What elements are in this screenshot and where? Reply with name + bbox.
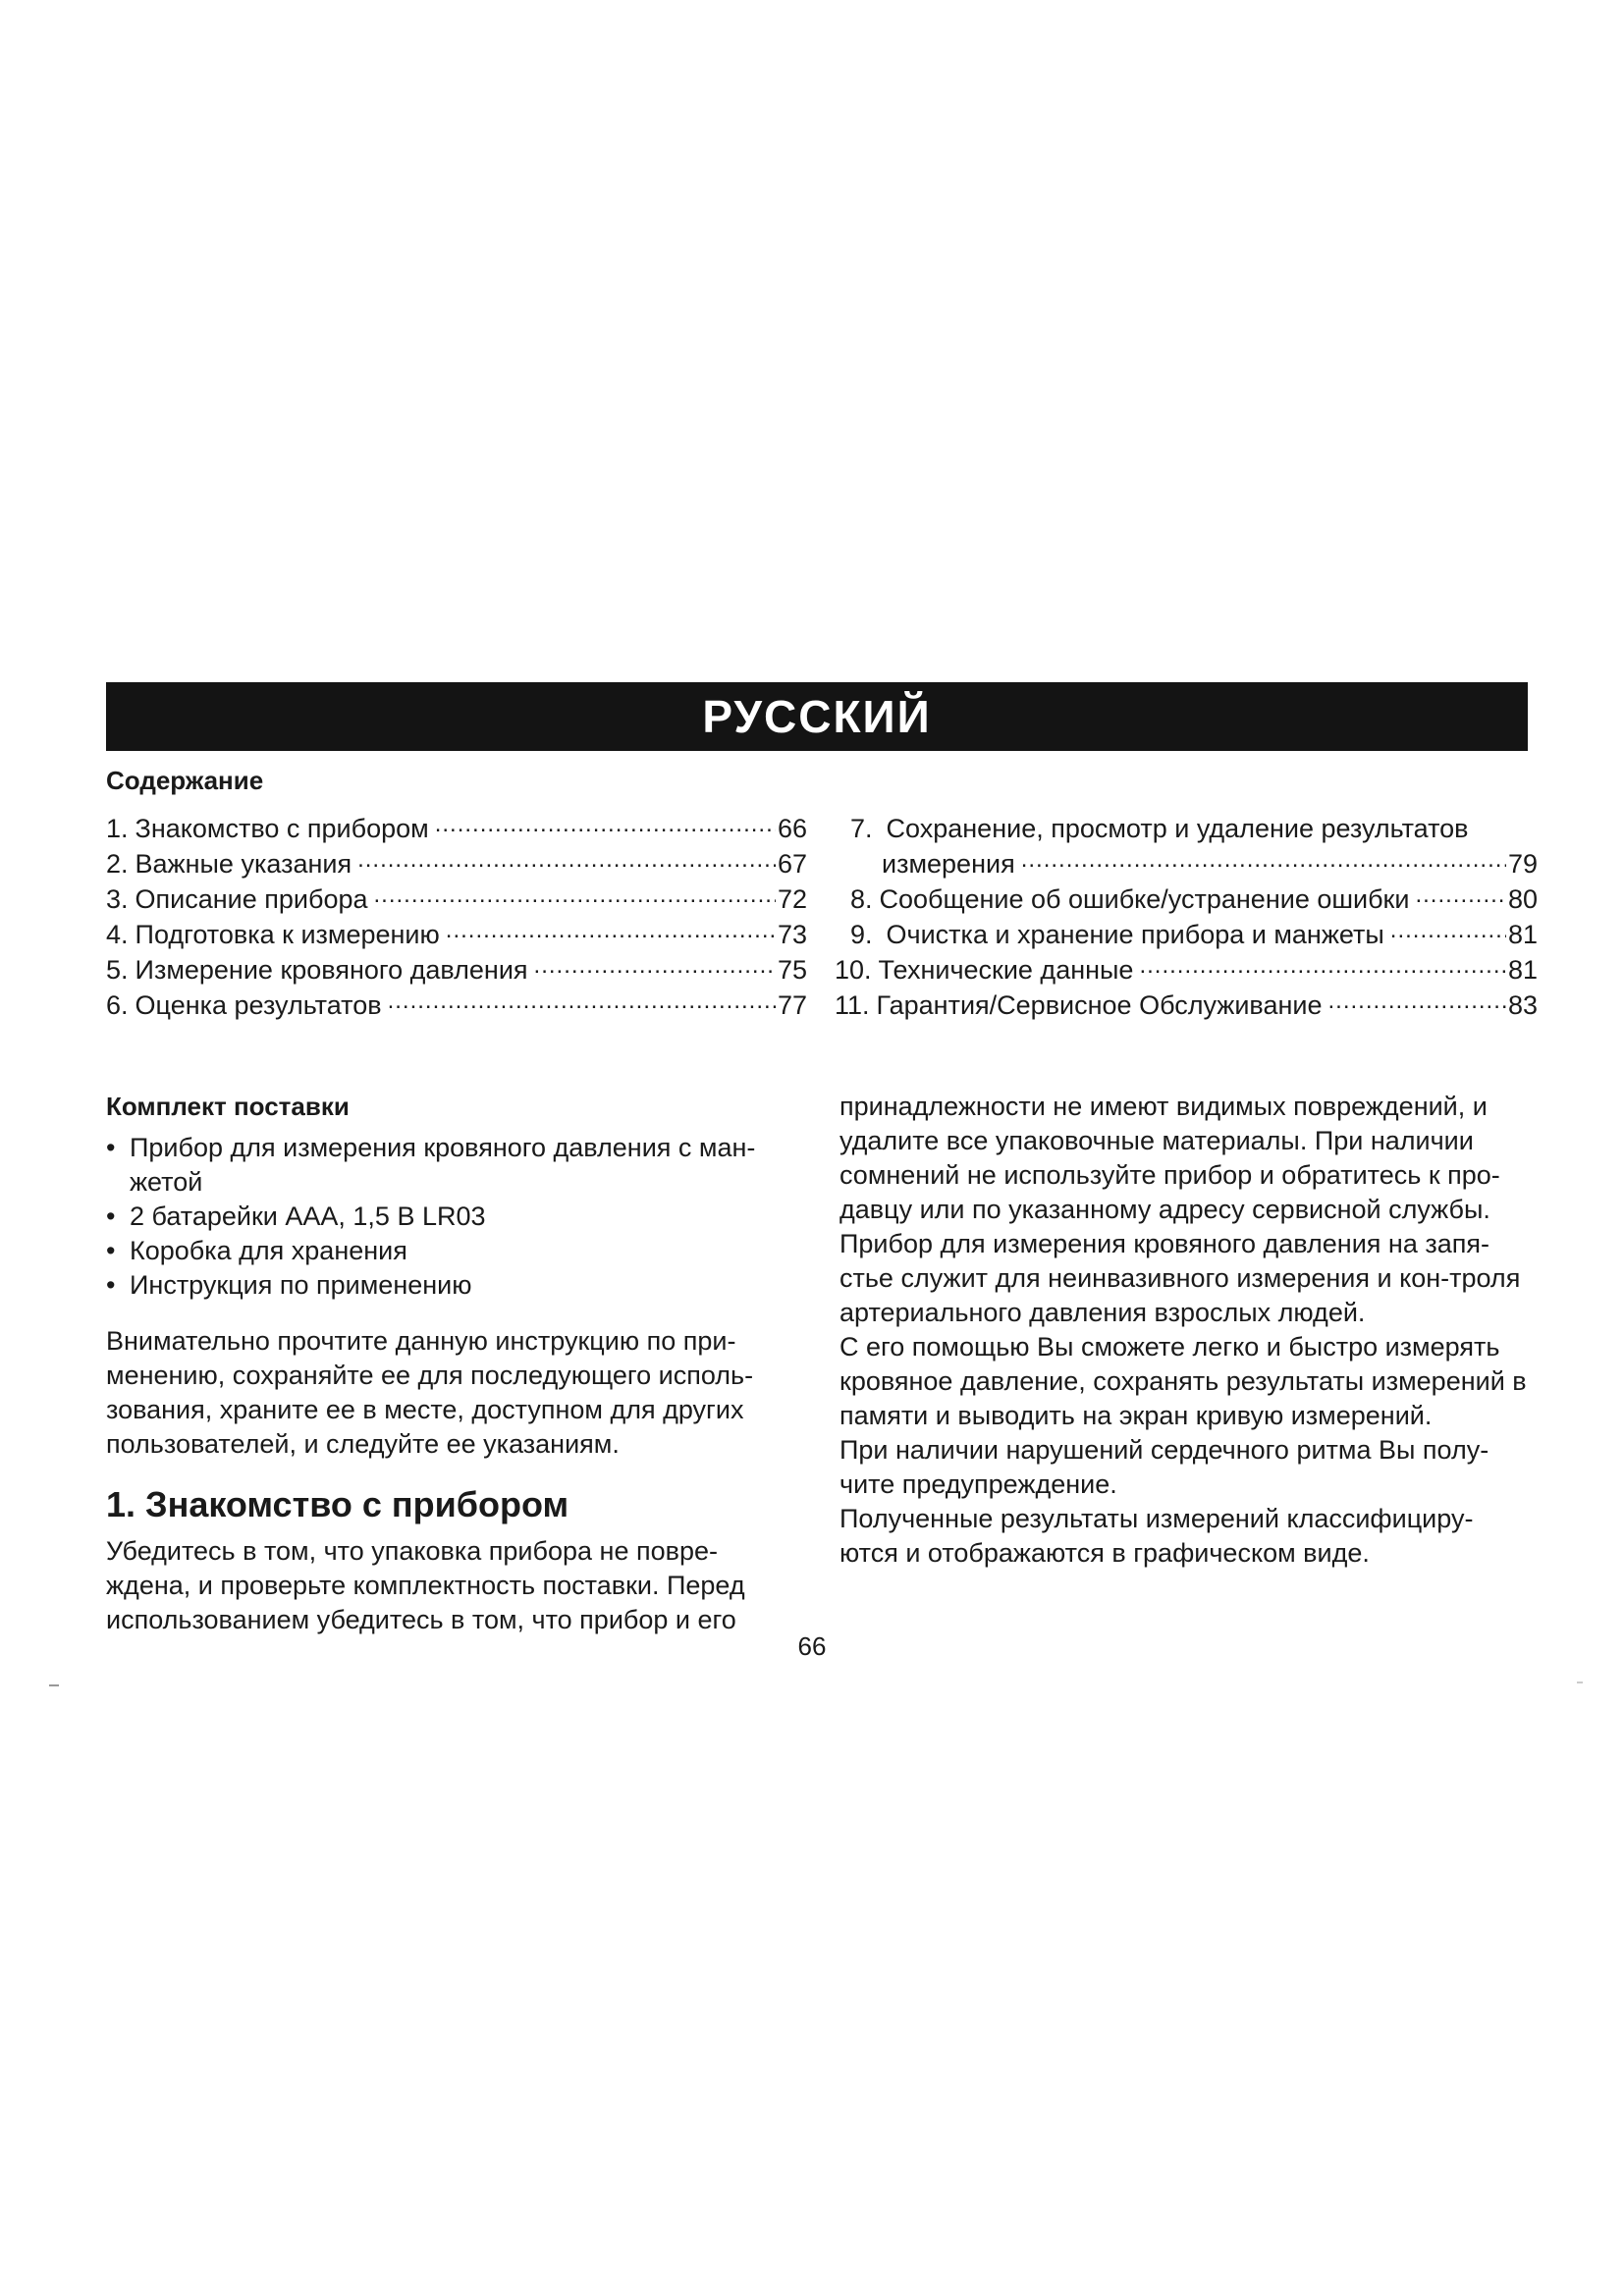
toc-item[interactable]: 11. Гарантия/Сервисное Обслуживание ..... 83 — [835, 988, 1538, 1023]
package-note: Внимательно прочтите данную инструкцию по при-менению, сохраняйте ее для последующего исполь-зования, храните ее в месте, доступном для других пользователей, и следуйте ее указаниям. — [106, 1326, 754, 1459]
toc-page-number: 72 — [777, 884, 807, 914]
toc-page-number: 80 — [1507, 884, 1538, 914]
toc-item[interactable]: 10. Технические данные ..... 81 — [835, 952, 1538, 988]
bullet-icon: • — [106, 1133, 116, 1162]
scan-mark — [49, 1684, 59, 1686]
body-paragraph: Прибор для измерения кровяного давления на запя-стье служит для неинвазивного измерения и кон-троля артериального давления взрослых людей. — [839, 1229, 1521, 1327]
toc-leader-dots — [1328, 993, 1506, 1023]
toc-leader-dots — [357, 852, 776, 881]
toc-page-number: 81 — [1507, 955, 1538, 985]
toc-page-number: 66 — [777, 814, 807, 843]
toc-page-number: 81 — [1507, 920, 1538, 949]
page-number: 66 — [797, 1631, 827, 1661]
toc-item[interactable]: 1. Знакомство с прибором ..... 66 — [106, 811, 807, 846]
bullet-icon: • — [106, 1236, 116, 1265]
toc-heading: Содержание — [106, 766, 264, 795]
bullet-icon: • — [106, 1270, 116, 1300]
toc-item[interactable]: 2. Важные указания ..... 67 — [106, 846, 807, 881]
section-1-intro: Убедитесь в том, что упаковка прибора не повре-ждена, и проверьте комплектность поставки. Перед использованием убедитесь в том, что прибор и его — [106, 1536, 745, 1634]
toc-leader-dots — [1390, 923, 1506, 952]
body-paragraph: Полученные результаты измерений классифициру-ются и отображаются в графическом виде. — [839, 1504, 1474, 1568]
toc-page-number: 75 — [777, 955, 807, 985]
toc-item[interactable]: 3. Описание прибора ..... 72 — [106, 881, 807, 917]
list-item: • Коробка для хранения — [106, 1234, 793, 1268]
list-item: • Прибор для измерения кровяного давления с ман- жетой — [106, 1133, 756, 1197]
toc-item[interactable]: 9. Очистка и хранение прибора и манжеты ..... 81 — [835, 917, 1538, 952]
toc-leader-dots — [1139, 958, 1506, 988]
right-text-column — [839, 1090, 1527, 1571]
toc-left-column — [106, 811, 807, 1023]
list-item: • Инструкция по применению — [106, 1268, 793, 1303]
section-1-title: 1. Знакомство с прибором — [106, 1484, 569, 1524]
list-item: • 2 батарейки AAA, 1,5 В LR03 — [106, 1200, 793, 1234]
toc-item[interactable]: 6. Оценка результатов ..... 77 — [106, 988, 807, 1023]
language-banner — [106, 682, 1528, 751]
toc-leader-dots — [1021, 852, 1506, 881]
toc-page-number: 67 — [777, 849, 807, 879]
toc-right-column — [835, 811, 1538, 1023]
toc-item[interactable]: 4. Подготовка к измерению ..... 73 — [106, 917, 807, 952]
toc-leader-dots — [435, 817, 776, 846]
toc-leader-dots — [388, 993, 776, 1023]
body-paragraph: С его помощью Вы сможете легко и быстро измерять кровяное давление, сохранять результаты измерений в памяти и выводить на экран кривую измерений. — [839, 1332, 1527, 1430]
bullet-icon: • — [106, 1201, 116, 1231]
toc-item[interactable]: 5. Измерение кровяного давления ..... 75 — [106, 952, 807, 988]
toc-leader-dots — [1415, 887, 1506, 917]
body-paragraph: При наличии нарушений сердечного ритма Вы полу-чите предупреждение. — [839, 1435, 1489, 1499]
toc-leader-dots — [534, 958, 776, 988]
body-paragraph: принадлежности не имеют видимых повреждений, и удалите все упаковочные материалы. При наличии сомнений не используйте прибор и обратитесь к про-давцу или по указанному адресу сервисной службы. — [839, 1092, 1500, 1224]
scan-mark — [1577, 1682, 1583, 1683]
toc-leader-dots — [446, 923, 776, 952]
toc-leader-dots — [374, 887, 776, 917]
toc-page-number: 77 — [777, 990, 807, 1020]
package-list — [106, 1131, 793, 1303]
toc-page-number: 83 — [1507, 990, 1538, 1020]
toc-page-number: 73 — [777, 920, 807, 949]
left-text-column — [106, 1090, 793, 1637]
toc-page-number: 79 — [1507, 849, 1538, 879]
package-heading: Комплект поставки — [106, 1092, 350, 1121]
toc-item[interactable]: 7. Сохранение, просмотр и удаление результатов измерения ..... 79 — [835, 811, 1538, 881]
banner-title: РУССКИЙ — [702, 691, 932, 742]
toc-item[interactable]: 8. Сообщение об ошибке/устранение ошибки ..... 80 — [835, 881, 1538, 917]
